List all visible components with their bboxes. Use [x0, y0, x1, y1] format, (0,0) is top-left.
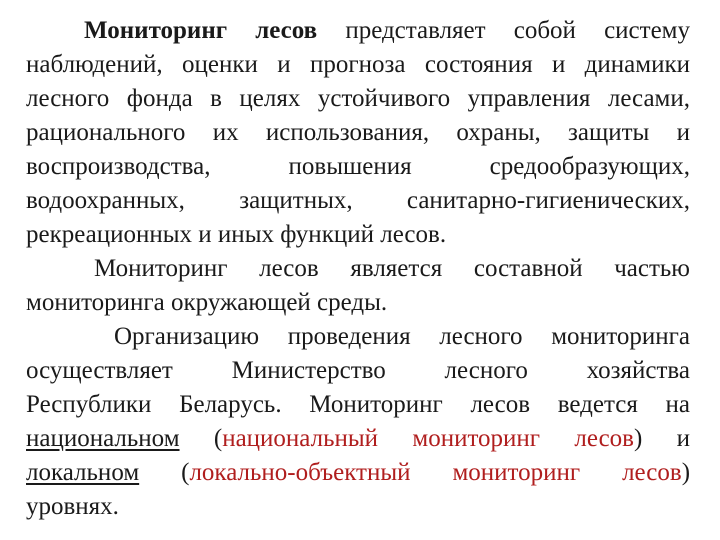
close-paren-and-1: ) и	[633, 425, 690, 452]
local-level-term: локальном	[26, 459, 140, 486]
p3-line-3: Республики Беларусь. Мониторинг лесов ведется на	[26, 391, 690, 418]
topic-title: Мониторинг лесов	[84, 17, 318, 44]
p1-line-4: рационального их использования, охраны, защиты и	[26, 119, 690, 146]
p1-line-3: лесного фонда в целях устойчивого управления лесами,	[26, 85, 690, 112]
p1-line-2: наблюдений, оценки и прогноза состояния и динамики	[26, 51, 690, 78]
body-text	[26, 14, 690, 524]
open-paren-1: (	[213, 425, 223, 452]
p3-line-5	[26, 456, 690, 490]
p2-line-1-text: Мониторинг лесов является составной частью	[94, 255, 690, 282]
close-paren-2: )	[681, 459, 690, 486]
p3-line-4	[26, 422, 690, 456]
p1-line-1-rest: представляет собой систему	[345, 17, 690, 44]
open-paren-2: (	[181, 459, 190, 486]
p1-line-6: водоохранных, защитных, санитарно-гигиенических,	[26, 187, 690, 214]
national-level-term: национальном	[26, 425, 180, 452]
p1-line-7: рекреационных и иных функций лесов.	[26, 221, 447, 248]
p3-line-6: уровнях.	[26, 493, 119, 520]
p1-line-5: воспроизводства, повышения средообразующих,	[26, 153, 690, 180]
p3-line-2: осуществляет Министерство лесного хозяйства	[26, 357, 690, 384]
p3-line-1	[26, 320, 690, 354]
p3-line-1-text: Организацию проведения лесного мониторинга	[114, 323, 690, 350]
local-monitoring-highlight: локально-объектный мониторинг лесов	[189, 459, 682, 486]
p2-line-1	[26, 252, 690, 286]
national-monitoring-highlight: национальный мониторинг лесов	[222, 425, 634, 452]
p1-line-1	[26, 14, 690, 48]
p2-line-2: мониторинга окружающей среды.	[26, 289, 388, 316]
